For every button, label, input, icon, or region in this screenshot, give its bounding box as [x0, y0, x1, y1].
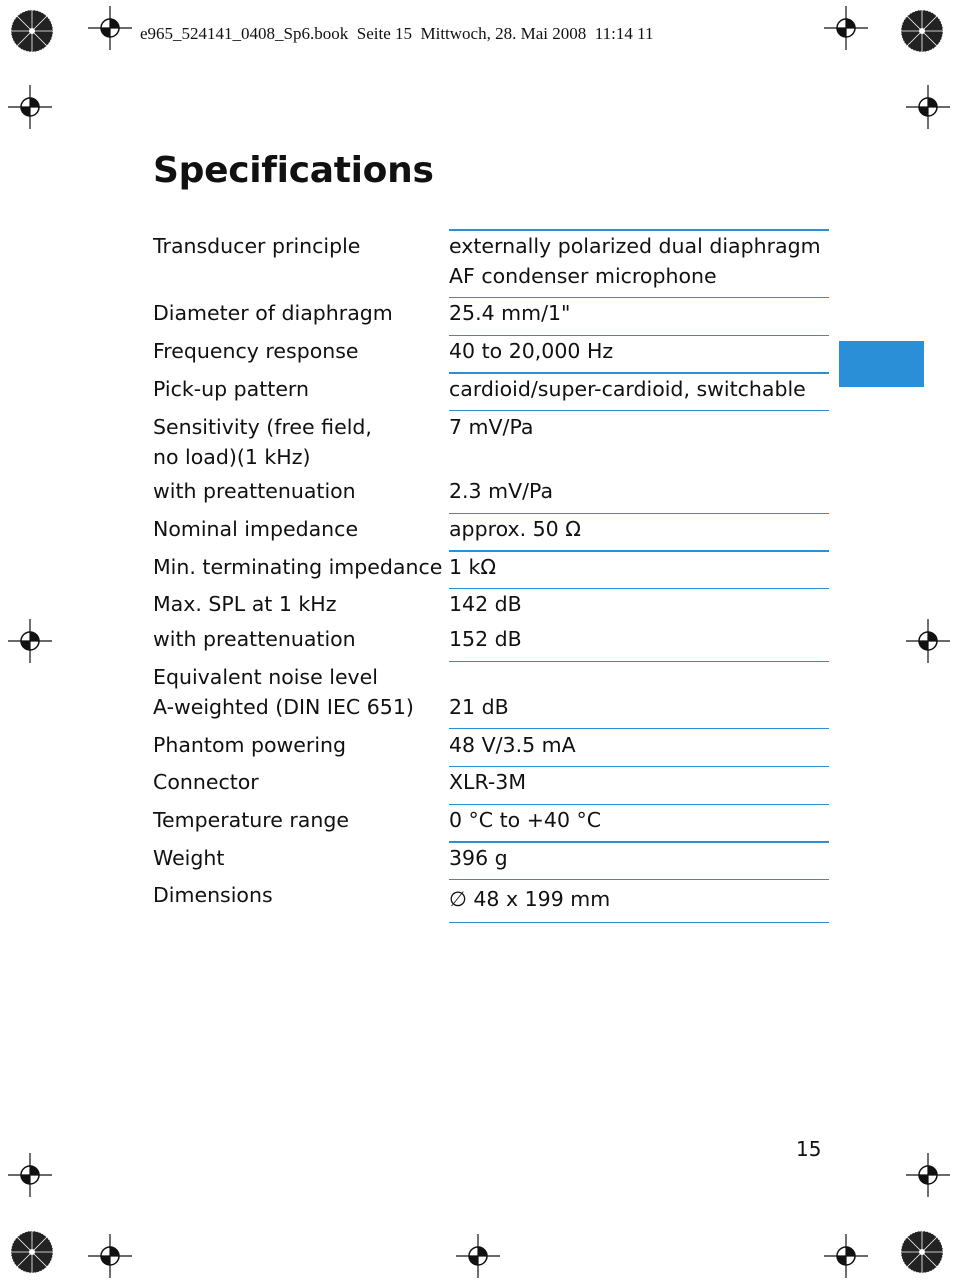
- sunburst-mark-icon: [10, 9, 54, 53]
- spec-label: Min. terminating impedance: [153, 555, 443, 579]
- spec-label: with preattenuation: [153, 479, 356, 503]
- spec-value: cardioid/super-cardioid, switchable: [449, 377, 806, 401]
- spec-value: XLR-3M: [449, 770, 527, 794]
- page-title: Specifications: [153, 150, 434, 191]
- page-number: 15: [796, 1137, 822, 1161]
- crosshair-mark-icon: [824, 1234, 868, 1278]
- crosshair-mark-icon: [88, 1234, 132, 1278]
- crosshair-mark-icon: [456, 1234, 500, 1278]
- spec-label: Equivalent noise level A-weighted (DIN IEC 651): [153, 665, 414, 719]
- spec-value: 7 mV/Pa: [449, 415, 534, 439]
- spec-rule: [449, 410, 829, 411]
- chapter-tab: [839, 341, 924, 387]
- spec-value: externally polarized dual diaphragm AF condenser microphone: [449, 234, 821, 288]
- spec-rule: [449, 879, 829, 880]
- sunburst-mark-icon: [900, 9, 944, 53]
- spec-value: approx. 50 Ω: [449, 517, 581, 541]
- spec-label: Frequency response: [153, 339, 359, 363]
- spec-value: 1 kΩ: [449, 555, 497, 579]
- crosshair-mark-icon: [906, 619, 950, 663]
- crosshair-mark-icon: [906, 1153, 950, 1197]
- spec-value: 40 to 20,000 Hz: [449, 339, 614, 363]
- spec-label: with preattenuation: [153, 627, 356, 651]
- spec-label: Weight: [153, 846, 225, 870]
- spec-value: 0 °C to +40 °C: [449, 808, 602, 832]
- spec-rule: [449, 922, 829, 923]
- print-header: e965_524141_0408_Sp6.book Seite 15 Mittwoch, 28. Mai 2008 11:14 11: [140, 24, 654, 43]
- spec-value: 48 V/3.5 mA: [449, 733, 576, 757]
- crosshair-mark-icon: [8, 619, 52, 663]
- spec-label: Nominal impedance: [153, 517, 359, 541]
- spec-value: 396 g: [449, 846, 508, 870]
- spec-label: Max. SPL at 1 kHz: [153, 592, 337, 616]
- spec-label: Phantom powering: [153, 733, 347, 757]
- spec-label: Dimensions: [153, 883, 273, 907]
- crosshair-mark-icon: [8, 85, 52, 129]
- spec-value: 152 dB: [449, 627, 522, 651]
- spec-value: 142 dB: [449, 592, 522, 616]
- spec-value: 2.3 mV/Pa: [449, 479, 554, 503]
- crosshair-mark-icon: [906, 85, 950, 129]
- spec-label: Pick-up pattern: [153, 377, 309, 401]
- spec-label: Connector: [153, 770, 259, 794]
- sunburst-mark-icon: [10, 1230, 54, 1274]
- crosshair-mark-icon: [824, 6, 868, 50]
- spec-label: Diameter of diaphragm: [153, 301, 393, 325]
- spec-value: ∅ 48 x 199 mm: [449, 887, 611, 911]
- spec-value: 21 dB: [449, 695, 509, 719]
- crosshair-mark-icon: [88, 6, 132, 50]
- sunburst-mark-icon: [900, 1230, 944, 1274]
- spec-label: Sensitivity (free field, no load)(1 kHz): [153, 415, 372, 469]
- spec-rule: [449, 728, 829, 729]
- spec-label: Temperature range: [153, 808, 349, 832]
- spec-label: Transducer principle: [153, 234, 361, 258]
- crosshair-mark-icon: [8, 1153, 52, 1197]
- spec-value: 25.4 mm/1": [449, 301, 571, 325]
